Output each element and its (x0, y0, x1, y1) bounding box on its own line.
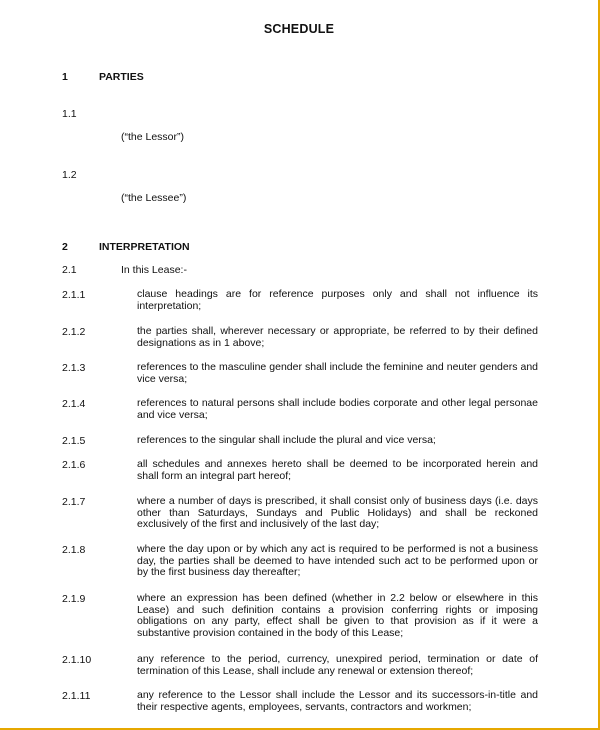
clause-number: 2.1 (62, 264, 77, 276)
clause-number: 2.1.11 (62, 690, 91, 702)
clause-text: clause headings are for reference purposes only and shall not influence its interpretation; (137, 288, 538, 312)
clause-number: 2.1.10 (62, 654, 92, 666)
clause-text: where the day upon or by which any act is required to be performed is not a business day, the parties shall be deemed to have intended such act to be performed upon or by the first business day thereafter; (137, 543, 538, 579)
section-number: 2 (62, 241, 68, 253)
party-number: 1.2 (62, 169, 77, 181)
page-title: SCHEDULE (263, 22, 335, 36)
clause-intro-text: In this Lease:- (121, 264, 187, 276)
clause-number: 2.1.2 (62, 326, 86, 338)
section-number: 1 (62, 71, 68, 83)
clause-number: 2.1.9 (62, 593, 86, 605)
party-label: (“the Lessee”) (121, 192, 187, 204)
clause-text: all schedules and annexes hereto shall be deemed to be incorporated herein and shall form an integral part hereof; (137, 458, 538, 482)
section-heading: PARTIES (99, 71, 144, 83)
clause-number: 2.1.8 (62, 544, 86, 556)
clause-text: the parties shall, wherever necessary or appropriate, be referred to by their defined designations as in 1 above; (137, 325, 538, 349)
clause-text: references to the masculine gender shall include the feminine and neuter genders and vice versa; (137, 361, 538, 385)
clause-text: where an expression has been defined (whether in 2.2 below or elsewhere in this Lease) and such definition contains a provision conferring rights or imposing obligations on any party, effect shall be given to that provision as if it were a substantive provision contained in the body of this Lease; (137, 592, 538, 639)
clause-number: 2.1.4 (62, 398, 86, 410)
party-number: 1.1 (62, 108, 77, 120)
clause-number: 2.1.7 (62, 496, 86, 508)
section-heading: INTERPRETATION (99, 241, 190, 253)
clause-number: 2.1.6 (62, 459, 86, 471)
clause-text: any reference to the period, currency, unexpired period, termination or date of termination of this Lease, shall include any renewal or extension thereof; (137, 653, 538, 677)
clause-number: 2.1.3 (62, 362, 86, 374)
clause-text: references to the singular shall include the plural and vice versa; (137, 434, 436, 446)
party-label: (“the Lessor”) (121, 131, 185, 143)
clause-text: where a number of days is prescribed, it shall consist only of business days (i.e. days other than Saturdays, Sundays and Public Holidays) and shall be reckoned exclusively of the first and inclusively of the last day; (137, 495, 538, 531)
clause-text: any reference to the Lessor shall include the Lessor and its successors-in-title and their respective agents, employees, servants, contractors and workmen; (137, 689, 538, 713)
clause-number: 2.1.5 (62, 435, 86, 447)
clause-text: references to natural persons shall include bodies corporate and other legal personae and vice versa; (137, 397, 538, 421)
clause-number: 2.1.1 (62, 289, 86, 301)
